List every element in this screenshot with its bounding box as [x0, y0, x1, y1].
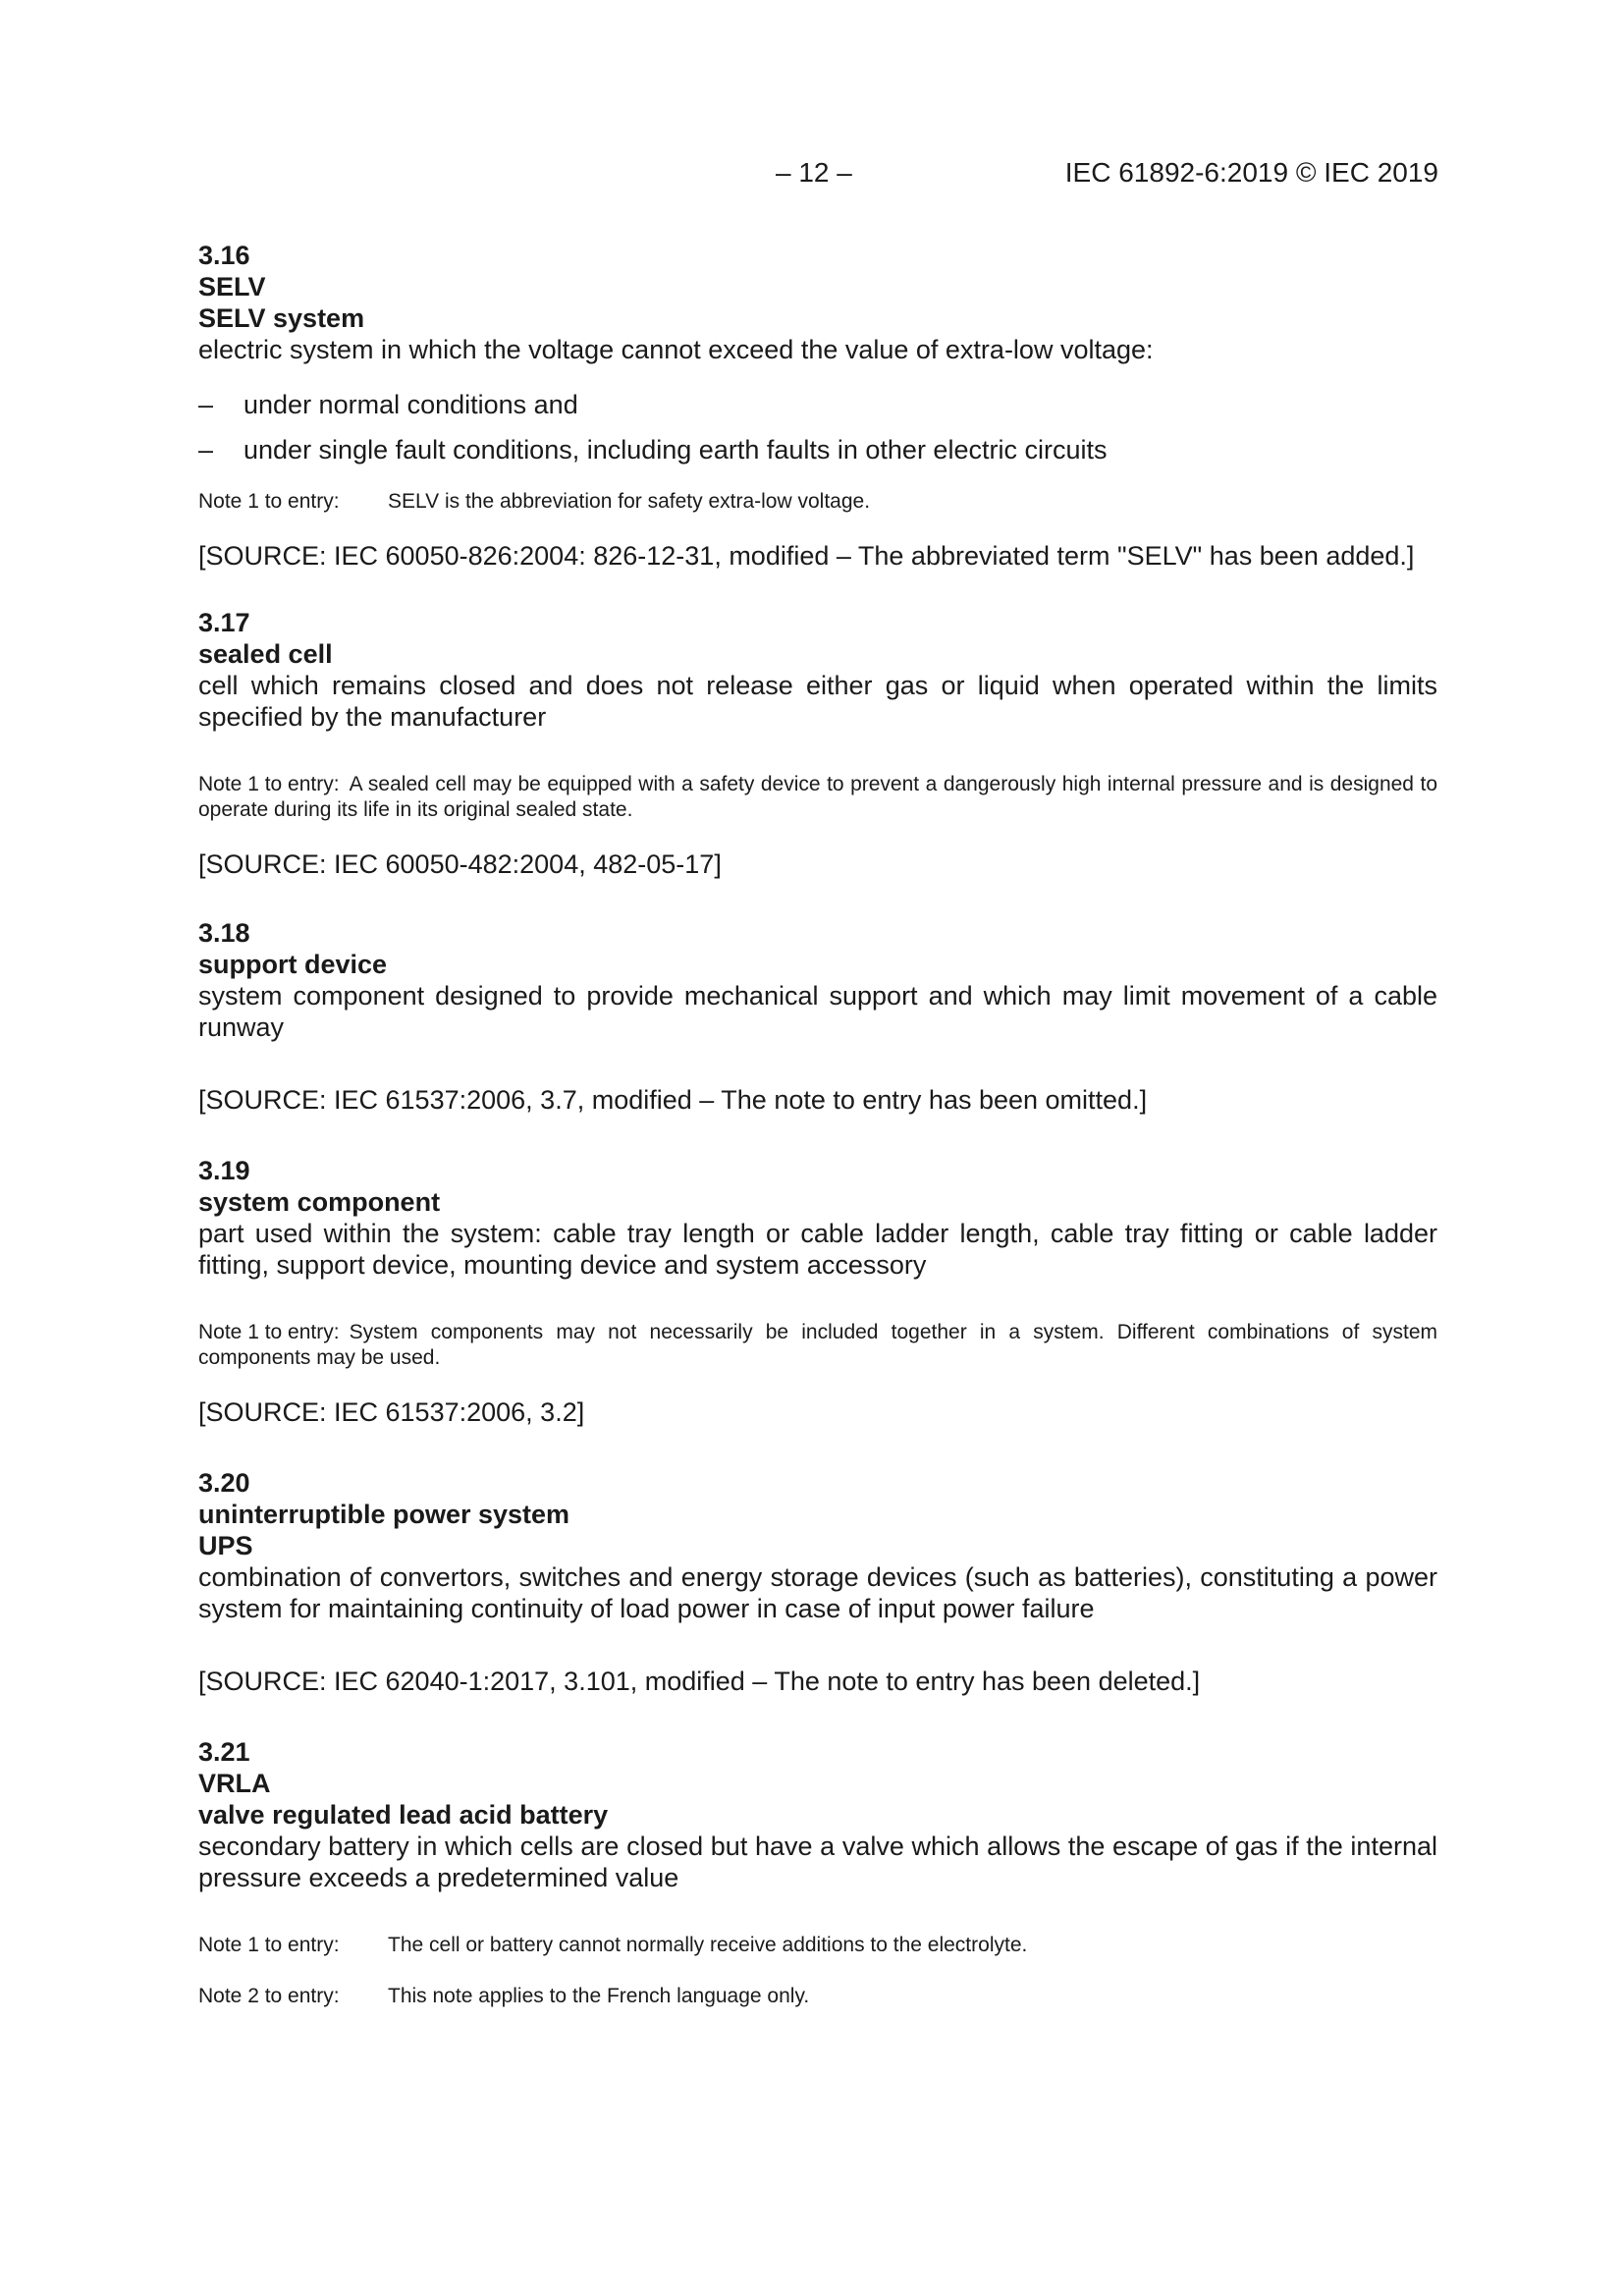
- source-citation: [SOURCE: IEC 62040-1:2017, 3.101, modified – The note to entry has been deleted.]: [198, 1667, 1201, 1696]
- clause-3-17: [198, 607, 1437, 880]
- clause-3-18: [198, 917, 1437, 1116]
- list-item: [198, 434, 1437, 465]
- note-to-entry: [198, 1320, 1437, 1371]
- dash-bullet: –: [198, 390, 214, 419]
- source-citation: [SOURCE: IEC 60050-482:2004, 482-05-17]: [198, 849, 722, 879]
- definition: system component designed to provide mechanical support and which may limit movement of a cable runway: [198, 981, 1437, 1042]
- clause-3-21: [198, 1736, 1437, 2009]
- note-label: Note 1 to entry:: [198, 1321, 340, 1343]
- definition: cell which remains closed and does not release either gas or liquid when operated within the limits specified by the manufacturer: [198, 671, 1437, 732]
- clause-3-19: [198, 1155, 1437, 1428]
- source-citation: [SOURCE: IEC 60050-826:2004: 826-12-31, modified – The abbreviated term "SELV" has been added.]: [198, 541, 1415, 571]
- note-label: Note 1 to entry:: [198, 1934, 340, 1956]
- term: uninterruptible power system: [198, 1500, 570, 1529]
- term: support device: [198, 950, 388, 979]
- term: valve regulated lead acid battery: [198, 1800, 609, 1830]
- note-label: Note 2 to entry:: [198, 1985, 340, 2007]
- term: SELV system: [198, 303, 365, 333]
- definition: part used within the system: cable tray length or cable ladder length, cable tray fitting or cable ladder fitting, support device, mounting device and system accessory: [198, 1219, 1437, 1280]
- note-text: This note applies to the French language only.: [388, 1985, 810, 2007]
- note-text: SELV is the abbreviation for safety extra-low voltage.: [388, 490, 871, 513]
- note-text: A sealed cell may be equipped with a safety device to prevent a dangerously high internal pressure and is designed to operate during its life in its original sealed state.: [198, 773, 1437, 821]
- definition: electric system in which the voltage cannot exceed the value of extra-low voltage:: [198, 335, 1154, 364]
- clause-number: 3.20: [198, 1468, 250, 1498]
- page-header: [0, 157, 1623, 196]
- dash-bullet: –: [198, 435, 214, 465]
- list-item: [198, 389, 1437, 420]
- source-citation: [SOURCE: IEC 61537:2006, 3.2]: [198, 1397, 585, 1427]
- note-to-entry: [198, 1933, 1437, 1958]
- note-label: Note 1 to entry:: [198, 773, 340, 795]
- clause-number: 3.21: [198, 1737, 250, 1767]
- document-body: [198, 240, 1437, 2009]
- note-to-entry: [198, 489, 1437, 515]
- term: VRLA: [198, 1769, 271, 1798]
- list-item-text: under normal conditions and: [243, 390, 578, 419]
- note-text: The cell or battery cannot normally receive additions to the electrolyte.: [388, 1934, 1028, 1956]
- term: system component: [198, 1187, 441, 1217]
- page-number: – 12 –: [776, 157, 852, 188]
- note-text: System components may not necessarily be included together in a system. Different combinations of system components may be used.: [198, 1321, 1437, 1369]
- definition: secondary battery in which cells are closed but have a valve which allows the escape of gas if the internal pressure exceeds a predetermined value: [198, 1831, 1437, 1892]
- clause-number: 3.18: [198, 918, 250, 948]
- note-to-entry: [198, 1984, 1437, 2009]
- clause-number: 3.17: [198, 608, 250, 637]
- list-item-text: under single fault conditions, including earth faults in other electric circuits: [243, 435, 1108, 465]
- clause-3-16: [198, 240, 1437, 572]
- source-citation: [SOURCE: IEC 61537:2006, 3.7, modified – The note to entry has been omitted.]: [198, 1085, 1148, 1115]
- condition-list: [198, 389, 1437, 465]
- term: UPS: [198, 1531, 253, 1560]
- clause-number: 3.16: [198, 241, 250, 270]
- term: sealed cell: [198, 639, 333, 669]
- document-reference: IEC 61892-6:2019 © IEC 2019: [1064, 157, 1438, 188]
- clause-3-20: [198, 1467, 1437, 1697]
- note-label: Note 1 to entry:: [198, 490, 340, 513]
- note-to-entry: [198, 772, 1437, 823]
- definition: combination of convertors, switches and energy storage devices (such as batteries), constituting a power system for maintaining continuity of load power in case of input power failure: [198, 1562, 1437, 1623]
- clause-number: 3.19: [198, 1156, 250, 1185]
- term: SELV: [198, 272, 266, 301]
